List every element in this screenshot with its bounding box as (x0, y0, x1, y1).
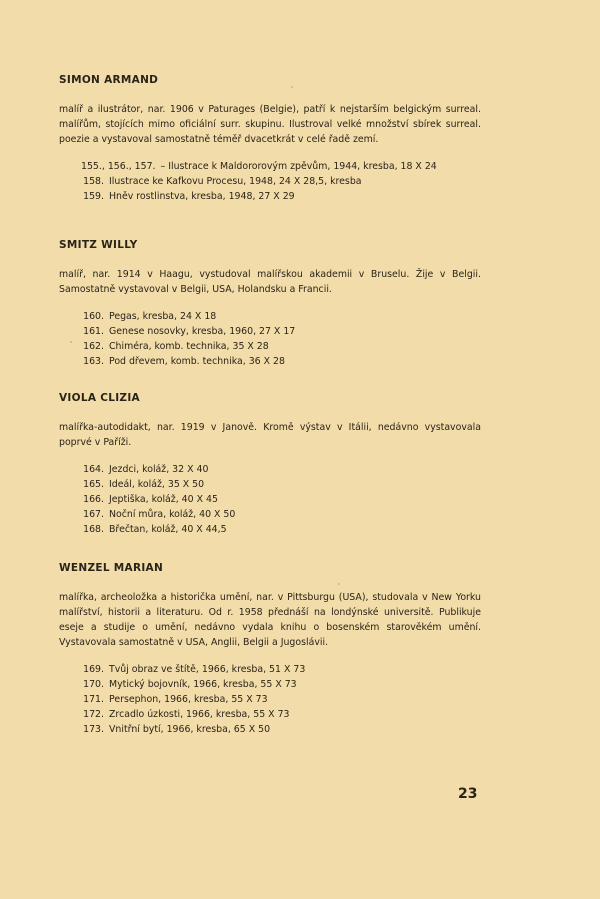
work-title: Zrcadlo úzkosti, 1966, kresba, 55 X 73 (109, 709, 290, 720)
work-title: Hněv rostlinstva, kresba, 1948, 27 X 29 (109, 191, 295, 202)
artist-bio: malíř a ilustrátor, nar. 1906 v Paturages (Belgie), patří k nejstarším belgickým surreal. malířům, stojících mimo oficiální surr. skupinu. Ilustroval velké množství sbírek surreal. poezie a vystavoval samostatně téměř dvacetkrát v celé řadě zemí. (59, 104, 481, 145)
page-number: 23 (458, 786, 478, 802)
work-item (81, 324, 481, 339)
work-title: Mytický bojovník, 1966, kresba, 55 X 73 (109, 679, 297, 690)
work-number: 164. (83, 464, 104, 475)
work-title: Jeptiška, koláž, 40 X 45 (109, 494, 218, 505)
work-title: Tvůj obraz ve štítě, 1966, kresba, 51 X 73 (109, 664, 306, 675)
work-title: Genese nosovky, kresba, 1960, 27 X 17 (109, 326, 296, 337)
works-list (59, 462, 481, 537)
artist-bio: malířka-autodidakt, nar. 1919 v Janově. Kromě výstav v Itálii, nedávno vystavovala poprvé v Paříži. (59, 422, 481, 448)
work-title: – Ilustrace k Maldororovým zpěvům, 1944, kresba, 18 X 24 (160, 161, 437, 172)
artist-name: WENZEL MARIAN (59, 562, 164, 574)
work-title: Chiméra, komb. technika, 35 X 28 (109, 341, 269, 352)
work-item (81, 462, 481, 477)
work-title: Břečtan, koláž, 40 X 44,5 (109, 524, 227, 535)
paper-speck (291, 86, 293, 88)
artist-section-smitz (59, 237, 481, 369)
work-item (81, 692, 481, 707)
work-title: Persephon, 1966, kresba, 55 X 73 (109, 694, 268, 705)
paper-speck (70, 341, 72, 343)
works-list (59, 662, 481, 737)
work-title: Pegas, kresba, 24 X 18 (109, 311, 217, 322)
work-title: Ideál, koláž, 35 X 50 (109, 479, 205, 490)
artist-section-viola (59, 390, 481, 537)
work-title: Jezdci, koláž, 32 X 40 (109, 464, 209, 475)
artist-name: VIOLA CLIZIA (59, 392, 140, 404)
artist-name: SMITZ WILLY (59, 239, 138, 251)
work-item (81, 354, 481, 369)
work-item (81, 477, 481, 492)
work-number: 155., 156., 157. (81, 161, 156, 172)
work-item (81, 174, 481, 189)
work-item (81, 677, 481, 692)
work-number: 166. (83, 494, 104, 505)
work-number: 170. (83, 679, 104, 690)
work-number: 167. (83, 509, 104, 520)
work-item (81, 707, 481, 722)
work-title: Ilustrace ke Kafkovu Procesu, 1948, 24 X 28,5, kresba (109, 176, 362, 187)
work-item (81, 159, 481, 174)
works-list (59, 309, 481, 369)
artist-bio: malířka, archeoložka a historička umění, nar. v Pittsburgu (USA), studovala v New Yorku malířství, historii a literaturu. Od r. 1958 přednáší na londýnské universitě. Publikuje eseje a studije o umění, nedávno vydala knihu o bosenském starověkém umění. Vystavovala samostatně v USA, Anglii, Belgii a Jugoslávii. (59, 592, 481, 648)
paper-speck (338, 583, 340, 585)
work-number: 162. (83, 341, 104, 352)
work-number: 165. (83, 479, 104, 490)
work-number: 168. (83, 524, 104, 535)
work-number: 161. (83, 326, 104, 337)
work-number: 160. (83, 311, 104, 322)
work-item (81, 339, 481, 354)
work-number: 159. (83, 191, 104, 202)
work-number: 163. (83, 356, 104, 367)
artist-name: SIMON ARMAND (59, 74, 159, 86)
work-item (81, 662, 481, 677)
artist-bio: malíř, nar. 1914 v Haagu, vystudoval malířskou akademii v Bruselu. Žije v Belgii. Samostatně vystavoval v Belgii, USA, Holandsku a Francii. (59, 269, 481, 295)
work-title: Pod dřevem, komb. technika, 36 X 28 (109, 356, 285, 367)
work-item (81, 189, 481, 204)
work-item (81, 507, 481, 522)
artist-section-wenzel (59, 560, 481, 737)
work-item (81, 722, 481, 737)
work-item (81, 492, 481, 507)
work-number: 172. (83, 709, 104, 720)
work-number: 173. (83, 724, 104, 735)
work-number: 169. (83, 664, 104, 675)
work-item (81, 309, 481, 324)
artist-section-simon (59, 72, 481, 204)
work-number: 158. (83, 176, 104, 187)
work-number: 171. (83, 694, 104, 705)
work-title: Noční můra, koláž, 40 X 50 (109, 509, 236, 520)
work-item (81, 522, 481, 537)
work-title: Vnitřní bytí, 1966, kresba, 65 X 50 (109, 724, 271, 735)
works-list (59, 159, 481, 204)
